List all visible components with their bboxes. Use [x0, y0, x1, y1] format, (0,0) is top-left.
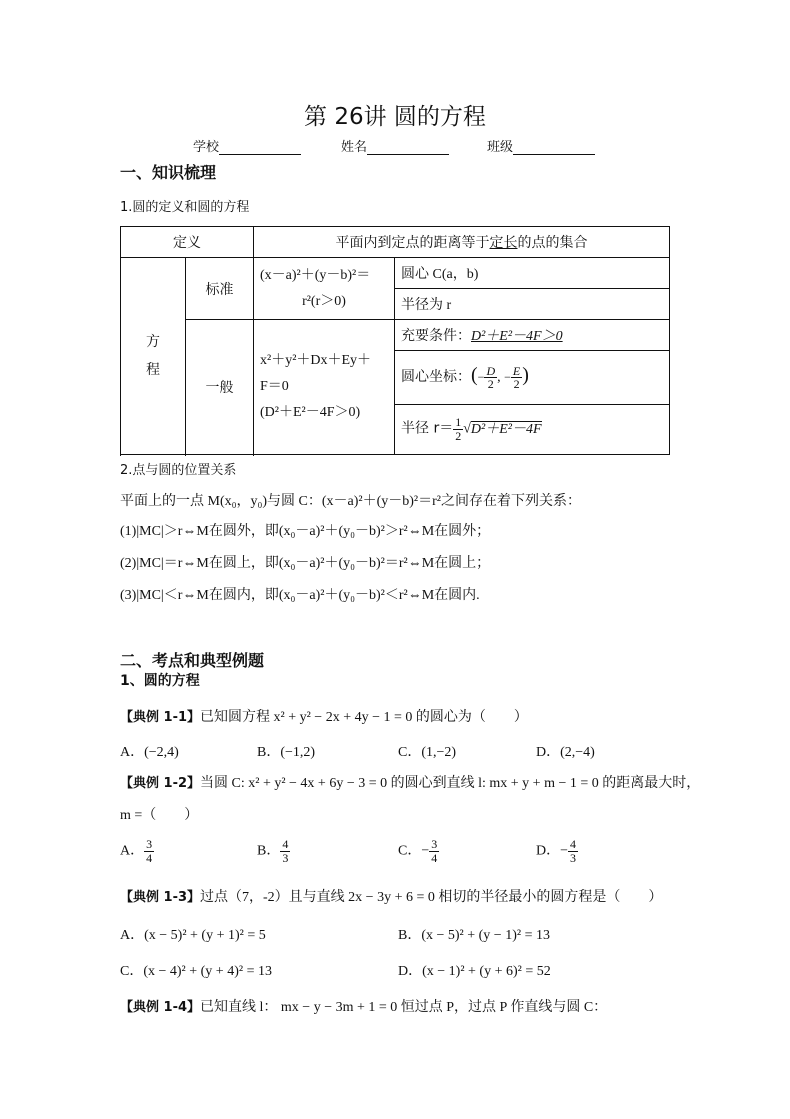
- school-blank[interactable]: [219, 141, 301, 155]
- section1-sub2: 2.点与圆的位置关系: [120, 463, 237, 478]
- class-blank[interactable]: [513, 141, 595, 155]
- center2-cell: 圆心坐标：(− $\frac{D}{2}$ , − $\frac{E}{2}$ ): [395, 351, 670, 405]
- center2-y-frac: − $\frac{E}{2}$: [504, 363, 521, 392]
- class-label: 班级: [487, 140, 514, 155]
- ex1-option-c[interactable]: C．(1,−2): [398, 745, 457, 760]
- ex1-option-d[interactable]: D．(2,−4): [536, 745, 595, 760]
- relation-2: (2)|MC|＝r⇔M在圆上，即(x₀－a)²＋(y₀－b)²＝r²⇔M在圆上；: [120, 556, 491, 571]
- page-title: 第 26讲 圆的方程: [304, 104, 486, 130]
- general-label: 一般: [186, 320, 254, 455]
- eq-label: 方程: [121, 258, 186, 455]
- section2-sub1: 1、圆的方程: [120, 673, 200, 689]
- cond-cell: 充要条件：D²＋E²－4F＞0: [395, 320, 670, 351]
- example-1-3: 【典例 1-3】过点（7，-2）且与直线 2x − 3y + 6 = 0 相切的半径最小的圆方程是（ ）: [120, 890, 663, 905]
- def-text: 平面内到定点的距离等于定长的点的集合: [254, 227, 670, 258]
- definition-table: [120, 226, 670, 455]
- general-eq: x²＋y²＋Dx＋Ey＋ F＝0 (D²＋E²－4F＞0): [254, 320, 395, 455]
- radius2-cell: 半径 r＝ $\frac{1}{2}$ √D²＋E²－4F: [395, 405, 670, 455]
- ex3-option-a[interactable]: A．(x − 5)² + (y + 1)² = 5: [120, 928, 266, 943]
- name-label: 姓名: [341, 140, 368, 155]
- standard-eq: (x－a)²＋(y－b)²＝ r²(r＞0): [254, 258, 395, 320]
- name-blank[interactable]: [367, 141, 449, 155]
- radius-cell: 半径为 r: [395, 289, 670, 320]
- example-1-2-line2: m =（ ）: [120, 808, 199, 823]
- ex1-option-b[interactable]: B．(−1,2): [257, 745, 316, 760]
- section1-sub1: 1.圆的定义和圆的方程: [120, 200, 250, 215]
- ex3-option-d[interactable]: D．(x − 1)² + (y + 6)² = 52: [398, 964, 551, 979]
- standard-label: 标准: [186, 258, 254, 320]
- name-field: [341, 136, 449, 155]
- school-field: [193, 136, 301, 155]
- ex1-option-a[interactable]: A．(−2,4): [120, 745, 179, 760]
- example-1-1: 【典例 1-1】已知圆方程 x² + y² − 2x + 4y − 1 = 0 的圆心为（ ）: [120, 710, 528, 725]
- example-1-4: 【典例 1-4】已知直线 l： mx − y − 3m + 1 = 0 恒过点 P，过点 P 作直线与圆 C：: [120, 1000, 608, 1015]
- class-field: [487, 136, 595, 155]
- ex2-option-b[interactable]: B． $\frac{4}{3}$: [257, 837, 289, 865]
- ex3-option-c[interactable]: C．(x − 4)² + (y + 4)² = 13: [120, 964, 272, 979]
- relation-3: (3)|MC|＜r⇔M在圆内，即(x₀－a)²＋(y₀－b)²＜r²⇔M在圆内.: [120, 588, 480, 603]
- relation-1: (1)|MC|＞r⇔M在圆外，即(x₀－a)²＋(y₀－b)²＞r²⇔M在圆外；: [120, 524, 491, 539]
- ex3-option-b[interactable]: B．(x − 5)² + (y − 1)² = 13: [398, 928, 550, 943]
- school-label: 学校: [193, 140, 220, 155]
- ex2-option-d[interactable]: D．− $\frac{4}{3}$: [536, 837, 577, 865]
- ex2-option-c[interactable]: C．− $\frac{3}{4}$: [398, 837, 438, 865]
- section2-heading: 二、考点和典型例题: [120, 651, 265, 670]
- relation-intro: 平面上的一点 M(x₀，y₀)与圆 C：(x－a)²＋(y－b)²＝r²之间存在着下列关系：: [120, 494, 581, 509]
- center-cell: 圆心 C(a，b): [395, 258, 670, 289]
- section1-heading: 一、知识梳理: [120, 163, 217, 182]
- ex2-option-a[interactable]: A． $\frac{3}{4}$: [120, 837, 153, 865]
- def-label: 定义: [121, 227, 254, 258]
- example-1-2: 【典例 1-2】当圆 C: x² + y² − 4x + 6y − 3 = 0 的圆心到直线 l: mx + y + m − 1 = 0 的距离最大时，: [120, 776, 701, 791]
- center2-x-frac: − $\frac{D}{2}$: [477, 363, 496, 392]
